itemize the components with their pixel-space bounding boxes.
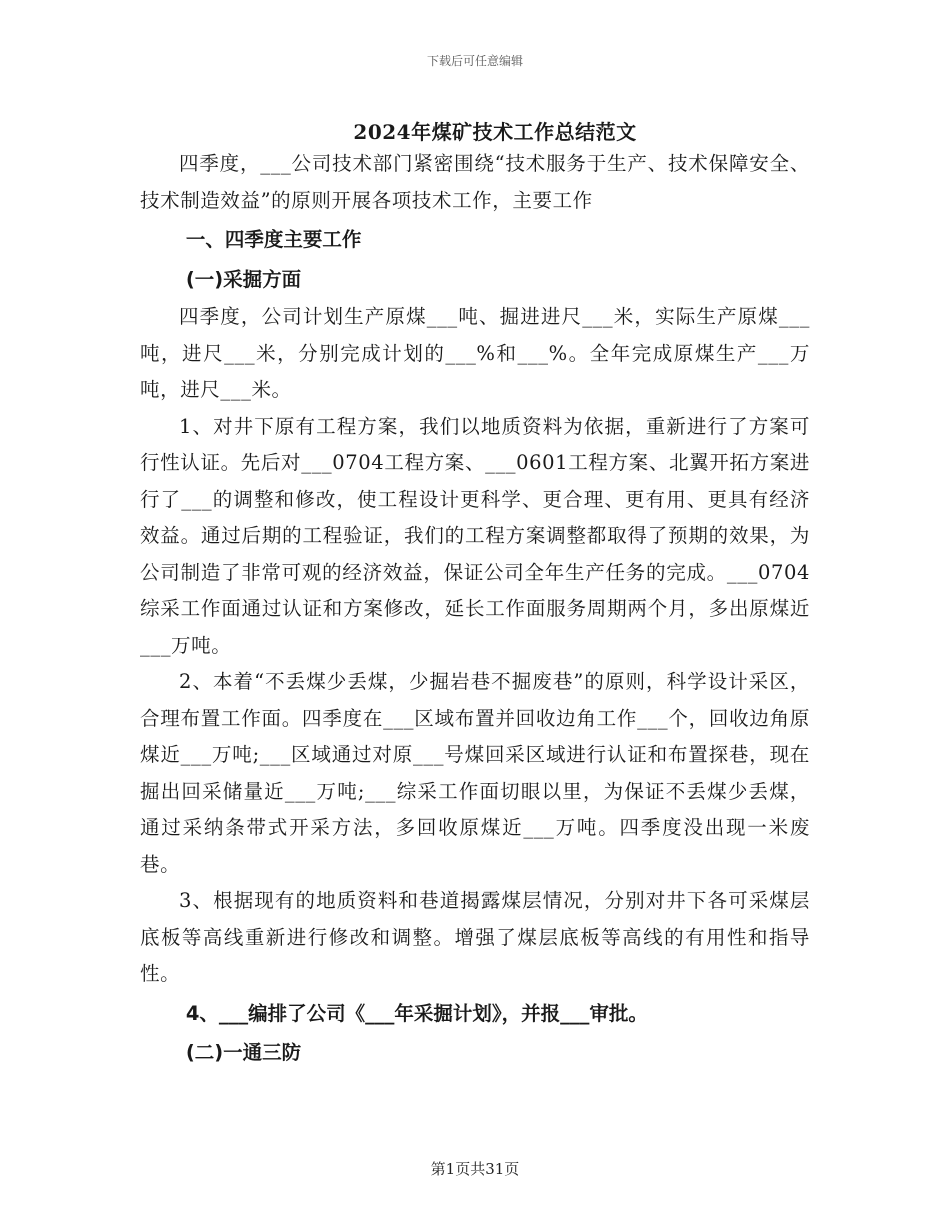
paragraph-item-1: 1、对井下原有工程方案，我们以地质资料为依据，重新进行了方案可行性认证。先后对___0704工程方案、___0601工程方案、北翼开拓方案进行了___的调整和修改，使工程设计更科学、更合理、更有用、更具有经济效益。通过后期的工程验证，我们的工程方案调整都取得了预期的效果，为公司制造了非常可观的经济效益，保证公司全年生产任务的完成。___0704综采工作面通过认证和方案修改，延长工作面服务周期两个月，多出原煤近___万吨。	[140, 414, 810, 657]
heading-item-4: 4、___编排了公司《___年采掘计划》，并报___审批。	[185, 1001, 648, 1025]
header-note: 下载后可任意编辑	[426, 54, 523, 68]
document-title: 2024年煤矿技术工作总结范文	[353, 120, 637, 144]
heading-subsection-ventilation: (二)一通三防	[185, 1041, 302, 1064]
paragraph-item-3: 3、根据现有的地质资料和巷道揭露煤层情况，分别对井下各可采煤层底板等高线重新进行修改和调整。增强了煤层底板等高线的有用性和指导性。	[140, 889, 810, 985]
heading-subsection-mining: (一)采掘方面	[185, 267, 302, 291]
paragraph-production: 四季度，公司计划生产原煤___吨、掘进进尺___米，实际生产原煤___吨，进尺___米，分别完成计划的___%和___%。全年完成原煤生产___万吨，进尺___米。	[140, 305, 810, 401]
paragraph-item-2: 2、本着“不丢煤少丢煤，少掘岩巷不掘废巷”的原则，科学设计采区，合理布置工作面。四季度在___区域布置并回收边角工作___个，回收边角原煤近___万吨;___区域通过对原___号煤回采区域进行认证和布置探巷，现在掘出回采储量近___万吨;___综采工作面切眼以里，为保证不丢煤少丢煤，通过采纳条带式开采方法，多回收原煤近___万吨。四季度没出现一米废巷。	[140, 670, 810, 876]
document-body	[140, 146, 810, 1073]
page-footer: 第1页共31页	[430, 1160, 520, 1178]
heading-section-1: 一、四季度主要工作	[185, 228, 362, 251]
paragraph-intro: 四季度，___公司技术部门紧密围绕“技术服务于生产、技术保障安全、技术制造效益”的原则开展各项技术工作，主要工作	[140, 152, 810, 212]
